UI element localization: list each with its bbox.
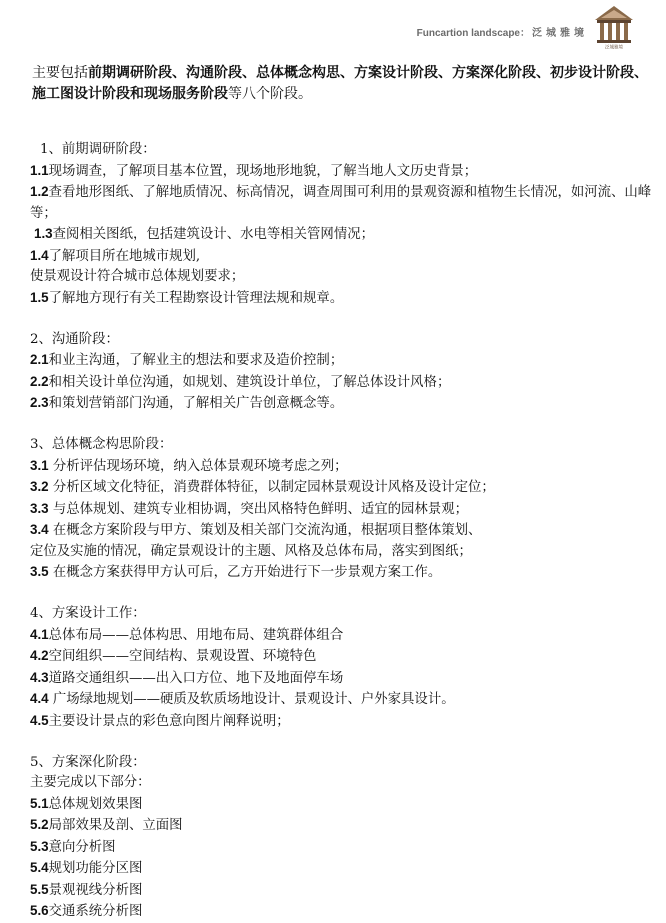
header-brand [417, 24, 588, 39]
section-title: 5、方案深化阶段： [30, 754, 146, 770]
list-item: 4.1总体布局——总体构思、用地布局、建筑群体组合 [30, 626, 344, 643]
list-item: 4.4 广场绿地规划——硬质及软质场地设计、景观设计、户外家具设计。 [30, 691, 455, 707]
intro-suffix: 等八个阶段。 [228, 86, 312, 102]
section-title: 2、沟通阶段： [30, 331, 119, 347]
section-title: 1、前期调研阶段： [40, 142, 156, 157]
list-item: 5.5景观视线分析图 [30, 881, 143, 898]
brand-cn: 泛城雅境 [532, 28, 588, 39]
list-item: 3.3 与总体规划、建筑专业相协调，突出风格特色鲜明、适宜的园林景观； [30, 500, 468, 517]
list-item: 1.3查阅相关图纸，包括建筑设计、水电等相关管网情况； [34, 226, 374, 242]
list-item: 3.1 分析评估现场环境，纳入总体景观环境考虑之列； [30, 457, 348, 474]
intro-stages: 前期调研阶段、沟通阶段、总体概念构思、方案设计阶段、方案深化阶段、初步设计阶段、施工图设计阶段和现场服务阶段 [32, 65, 648, 102]
list-item: 4.5主要设计景点的彩色意向图片阐释说明； [30, 712, 290, 729]
list-item: 5.6交通系统分析图 [30, 903, 143, 919]
list-item: 4.2空间组织——空间结构、景观设置、环境特色 [30, 648, 317, 664]
list-item: 1.1现场调查，了解项目基本位置，现场地形地貌，了解当地人文历史背景； [30, 162, 478, 179]
list-item-continuation: 使景观设计符合城市总体规划要求； [30, 269, 245, 284]
list-item: 3.5 在概念方案获得甲方认可后，乙方开始进行下一步景观方案工作。 [30, 564, 442, 580]
list-item: 3.2 分析区域文化特征，消费群体特征，以制定园林景观设计风格及设计定位； [30, 479, 495, 495]
list-item: 2.1和业主沟通，了解业主的想法和要求及造价控制； [30, 352, 344, 368]
list-item: 4.3道路交通组织——出入口方位、地下及地面停车场 [30, 669, 344, 686]
list-item: 3.4 在概念方案阶段与甲方、策划及相关部门交流沟通，根据项目整体策划、 [30, 522, 482, 538]
list-item: 2.3和策划营销部门沟通，了解相关广告创意概念等。 [30, 395, 344, 411]
intro-prefix: 主要包括 [32, 65, 88, 81]
list-item: 5.4规划功能分区图 [30, 860, 143, 876]
document-body [30, 140, 656, 923]
section-title: 4、方案设计工作： [30, 606, 146, 621]
logo-caption: 泛城雅境 [605, 45, 623, 50]
list-item-continuation: 定位及实施的情况，确定景观设计的主题、风格及总体布局，落实到图纸； [30, 543, 472, 559]
brand-separator: ： [520, 28, 530, 39]
brand-en: Funcartion landscape [416, 28, 520, 39]
intro-paragraph [32, 63, 652, 105]
list-item: 2.2和相关设计单位沟通，如规划、建筑设计单位，了解总体设计风格； [30, 373, 451, 390]
list-item: 5.3意向分析图 [30, 838, 116, 855]
list-item: 5.2局部效果及剖、立面图 [30, 817, 183, 833]
section-subtitle: 主要完成以下部分： [30, 775, 151, 790]
list-item: 1.2查看地形图纸、了解地质情况、标高情况，调查周围可利用的景观资源和植物生长情况，如河流、山峰等； [30, 184, 652, 221]
section-title: 3、总体概念构思阶段： [30, 437, 173, 452]
list-item: 1.4了解项目所在地城市规划, [30, 247, 201, 264]
brand-logo-icon [592, 4, 636, 50]
list-item: 5.1总体规划效果图 [30, 795, 143, 812]
list-item: 1.5了解地方现行有关工程勘察设计管理法规和规章。 [30, 289, 344, 306]
